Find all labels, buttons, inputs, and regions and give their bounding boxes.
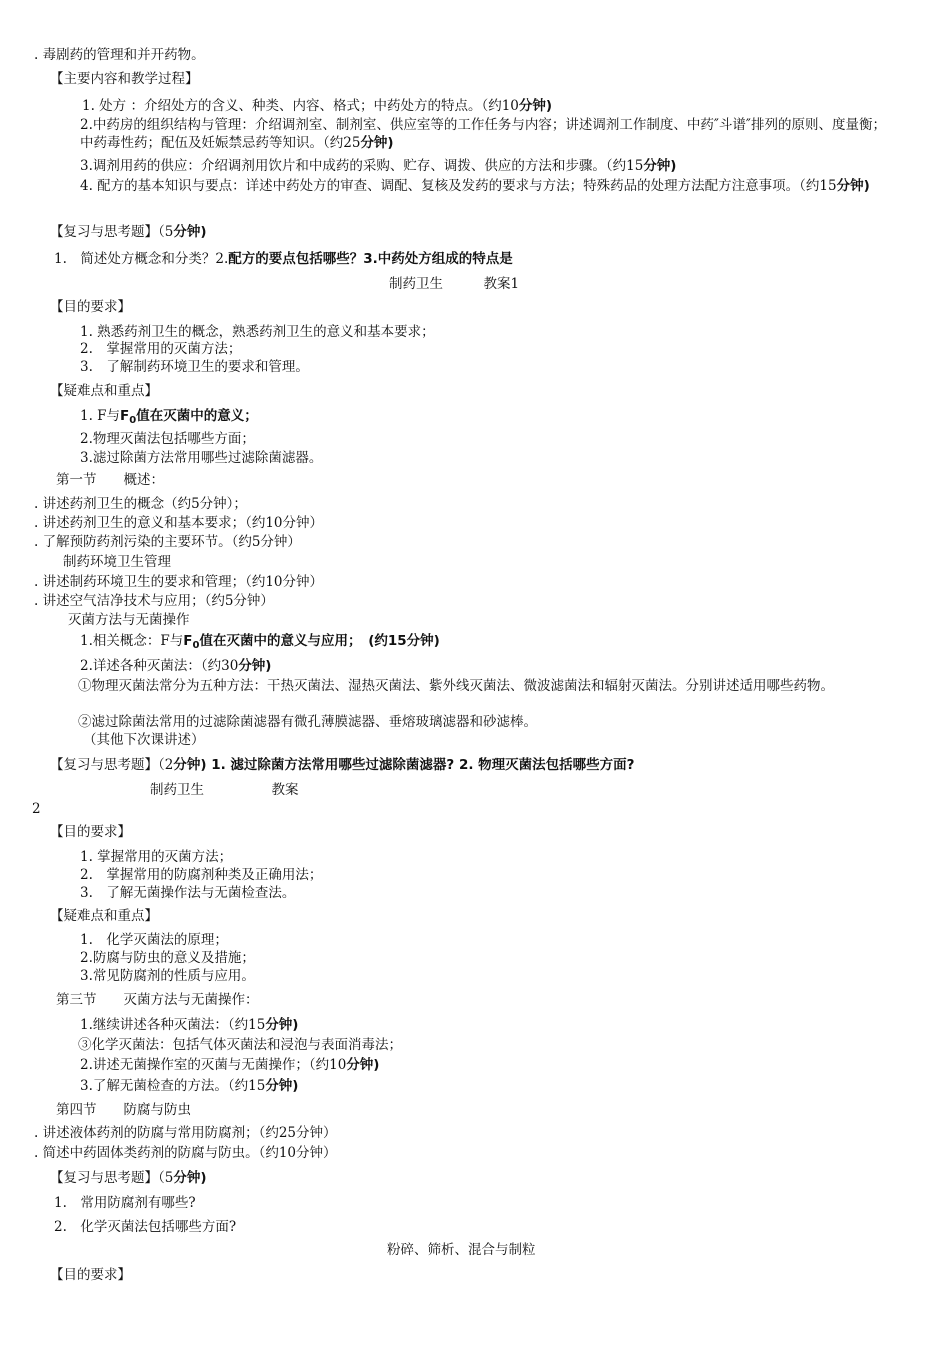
section-heading: 【目的要求】 [50, 824, 131, 840]
section-heading: 【疑难点和重点】 [50, 383, 158, 399]
text-line: 第四节 防腐与防虫 [56, 1102, 191, 1118]
text-line: 3.了解无菌检查的方法。（约15分钟) [80, 1078, 299, 1094]
text-line: 第三节 灭菌方法与无菌操作： [56, 992, 259, 1008]
text-line: 1. 常用防腐剂有哪些? [54, 1195, 196, 1211]
page-title: 制药卫生 教案1 [389, 276, 520, 292]
page-title: 制药卫生 教案 [150, 782, 299, 798]
text-line: . 讲述液体药剂的防腐与常用防腐剂；（约25分钟） [34, 1125, 337, 1141]
text-line: 3. 了解无菌操作法与无菌检查法。 [80, 885, 296, 901]
text-line: . 简述中药固体类药剂的防腐与防虫。（约10分钟） [34, 1145, 337, 1161]
text-line: 2. 掌握常用的防腐剂种类及正确用法； [80, 867, 323, 883]
section-heading: 【目的要求】 [50, 1267, 131, 1283]
section-heading: 【主要内容和教学过程】 [50, 71, 199, 87]
text-line: 1. 简述处方概念和分类？2.配方的要点包括哪些？3.中药处方组成的特点是 [54, 251, 513, 267]
text-line: 第一节 概述： [56, 472, 164, 488]
text-line: 2.讲述无菌操作室的灭菌与无菌操作；（约10分钟) [80, 1057, 380, 1073]
text-line: 1. 掌握常用的灭菌方法； [80, 849, 233, 865]
text-line: . 讲述空气洁净技术与应用；（约5分钟） [34, 593, 274, 609]
text-line: 1.相关概念：F与$F_0$值在灭菌中的意义与应用； (约15分钟) [80, 633, 440, 651]
text-line: 2 [32, 801, 41, 817]
text-line: 3.调剂用药的供应：介绍调剂用饮片和中成药的采购、贮存、调拨、供应的方法和步骤。（约15分钟) [80, 158, 677, 174]
text-line: 2.详述各种灭菌法：（约30分钟) [80, 658, 272, 674]
text-line: 2. 化学灭菌法包括哪些方面? [54, 1219, 237, 1235]
text-line: ③化学灭菌法：包括气体灭菌法和浸泡与表面消毒法； [78, 1037, 402, 1053]
text-line: . 毒剧药的管理和并开药物。 [34, 47, 205, 63]
text-line: 1. F与$F_0$值在灭菌中的意义； [80, 408, 258, 426]
text-line: （其他下次课讲述） [83, 732, 205, 748]
text-line: . 讲述药剂卫生的意义和基本要求；（约10分钟） [34, 515, 324, 531]
text-line: 2.物理灭菌法包括哪些方面； [80, 431, 255, 447]
section-heading: 【目的要求】 [50, 299, 131, 315]
text-paragraph: ①物理灭菌法常分为五种方法：干热灭菌法、湿热灭菌法、紫外线灭菌法、微波滤菌法和辐射灭菌法。分别讲述适用哪些药物。 [78, 678, 834, 694]
text-line: 3. 了解制药环境卫生的要求和管理。 [80, 359, 309, 375]
section-heading: 【疑难点和重点】 [50, 908, 158, 924]
text-line: ②滤过除菌法常用的过滤除菌滤器有微孔薄膜滤器、垂熔玻璃滤器和砂滤棒。 [78, 714, 537, 730]
section-heading: 【复习与思考题】（2分钟) 1. 滤过除菌方法常用哪些过滤除菌滤器? 2. 物理灭菌法包括哪些方面? [50, 757, 635, 773]
text-line: 3.滤过除菌方法常用哪些过滤除菌滤器。 [80, 450, 323, 466]
text-paragraph: 2.中药房的组织结构与管理：介绍调剂室、制剂室、供应室等的工作任务与内容；讲述调剂工作制度、中药″斗谱″排列的原则、度量衡；中药毒性药；配伍及妊娠禁忌药等知识。（约25分钟) [80, 117, 886, 151]
text-line: . 讲述药剂卫生的概念（约5分钟）； [34, 496, 247, 512]
text-line: 1.继续讲述各种灭菌法：（约15分钟) [80, 1017, 299, 1033]
text-line: 2. 掌握常用的灭菌方法； [80, 341, 242, 357]
text-line: 1. 熟悉药剂卫生的概念，熟悉药剂卫生的意义和基本要求； [80, 324, 435, 340]
page-title: 粉碎、筛析、混合与制粒 [387, 1242, 536, 1258]
text-line: 2.防腐与防虫的意义及措施； [80, 950, 255, 966]
text-line: . 讲述制药环境卫生的要求和管理；（约10分钟） [34, 574, 324, 590]
section-heading: 【复习与思考题】（5分钟) [50, 224, 207, 240]
text-line: 制药环境卫生管理 [63, 554, 171, 570]
text-line: 灭菌方法与无菌操作 [68, 612, 190, 628]
text-line: 1. 处方 ：介绍处方的含义、种类、内容、格式；中药处方的特点。（约10分钟) [82, 98, 553, 114]
section-heading: 【复习与思考题】（5分钟) [50, 1170, 207, 1186]
text-paragraph: 4. 配方的基本知识与要点：详述中药处方的审查、调配、复核及发药的要求与方法；特殊药品的处理方法配方注意事项。（约15分钟) [80, 178, 870, 194]
text-line: . 了解预防药剂污染的主要环节。（约5分钟） [34, 534, 301, 550]
text-line: 1. 化学灭菌法的原理； [80, 932, 228, 948]
text-line: 3.常见防腐剂的性质与应用。 [80, 968, 255, 984]
